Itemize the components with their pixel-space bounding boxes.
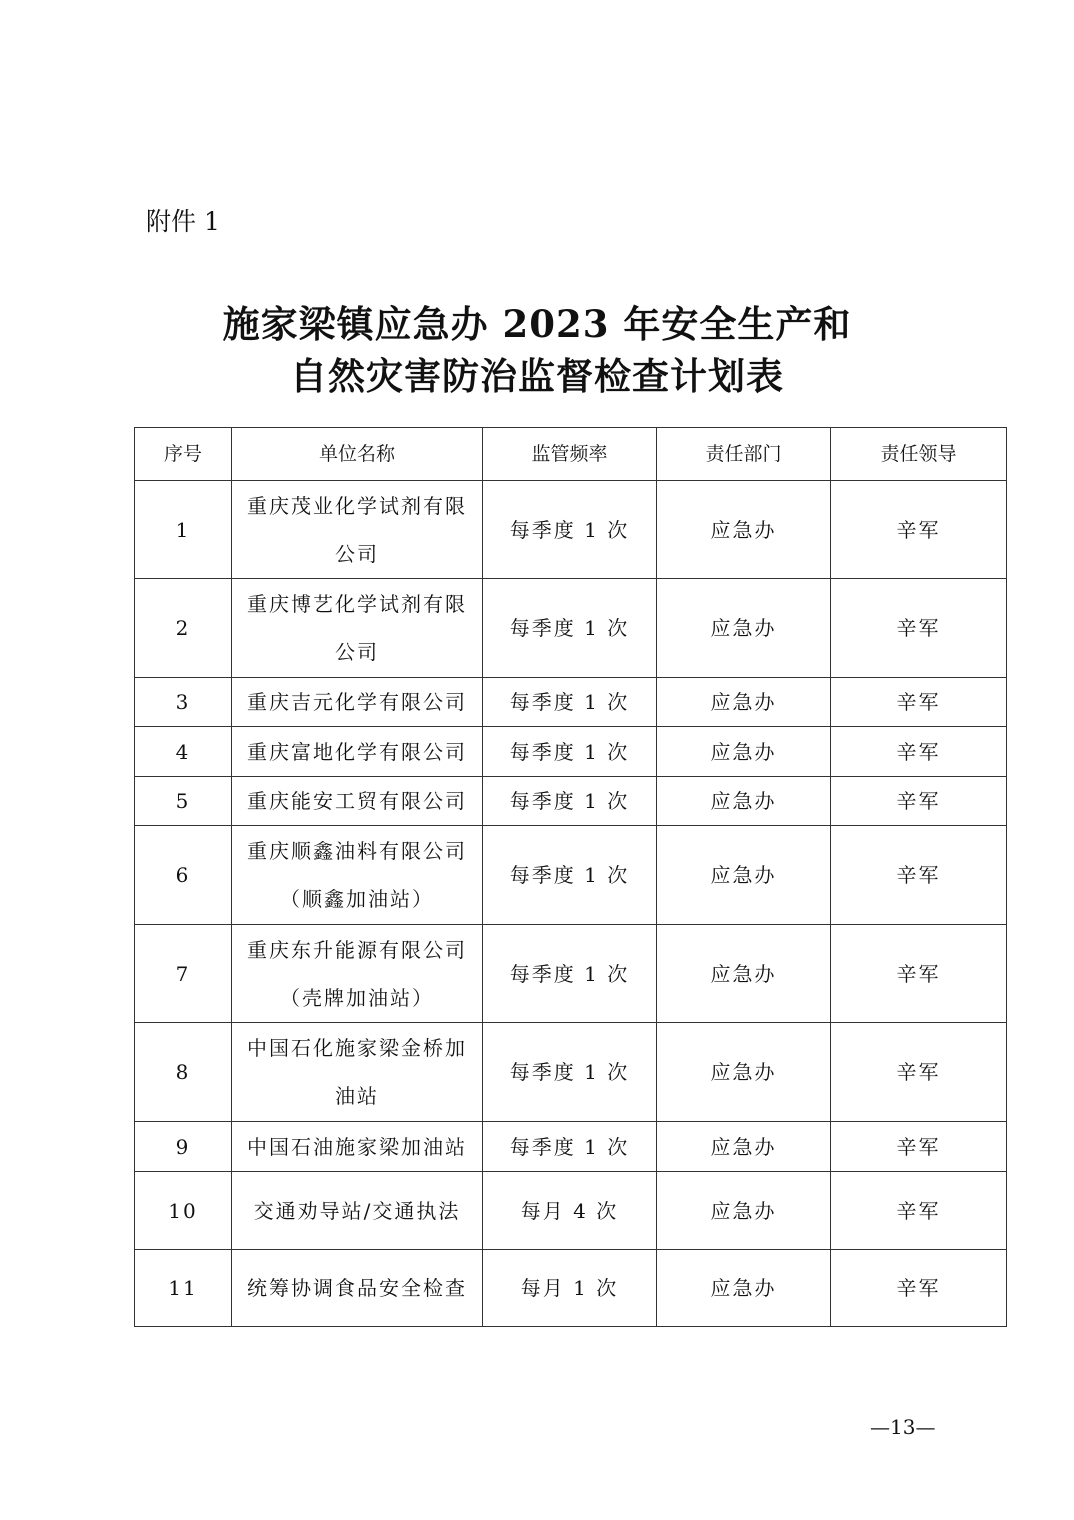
cell-serial-number: 6 bbox=[135, 826, 232, 925]
cell-serial-number: 9 bbox=[135, 1122, 232, 1172]
cell-serial-number: 4 bbox=[135, 727, 232, 777]
cell-unit-name: 重庆富地化学有限公司 bbox=[232, 727, 483, 777]
cell-unit-name: 中国石化施家梁金桥加油站 bbox=[232, 1023, 483, 1122]
cell-frequency: 每季度 1 次 bbox=[483, 579, 657, 678]
inspection-plan-table bbox=[134, 427, 1007, 1327]
cell-department: 应急办 bbox=[657, 481, 831, 579]
cell-leader: 辛军 bbox=[831, 925, 1007, 1023]
cell-frequency: 每季度 1 次 bbox=[483, 727, 657, 777]
table-row bbox=[135, 1172, 1007, 1250]
cell-unit-name: 中国石油施家梁加油站 bbox=[232, 1122, 483, 1172]
cell-leader: 辛军 bbox=[831, 1172, 1007, 1250]
cell-serial-number: 7 bbox=[135, 925, 232, 1023]
cell-serial-number: 5 bbox=[135, 777, 232, 826]
cell-department: 应急办 bbox=[657, 925, 831, 1023]
cell-unit-name: 重庆东升能源有限公司（壳牌加油站） bbox=[232, 925, 483, 1023]
title-line-2: 自然灾害防治监督检查计划表 bbox=[290, 354, 784, 398]
cell-unit-name: 重庆吉元化学有限公司 bbox=[232, 678, 483, 727]
cell-frequency: 每季度 1 次 bbox=[483, 777, 657, 826]
cell-department: 应急办 bbox=[657, 727, 831, 777]
title-line-1: 施家梁镇应急办 2023 年安全生产和 bbox=[222, 302, 852, 346]
cell-serial-number: 8 bbox=[135, 1023, 232, 1122]
cell-department: 应急办 bbox=[657, 678, 831, 727]
cell-serial-number: 1 bbox=[135, 481, 232, 579]
cell-department: 应急办 bbox=[657, 777, 831, 826]
table-header-row bbox=[135, 428, 1007, 481]
cell-leader: 辛军 bbox=[831, 1250, 1007, 1327]
cell-department: 应急办 bbox=[657, 1172, 831, 1250]
table-row bbox=[135, 826, 1007, 925]
document-title bbox=[0, 298, 1074, 402]
table-row bbox=[135, 579, 1007, 678]
table-row bbox=[135, 1023, 1007, 1122]
table-row bbox=[135, 1250, 1007, 1327]
cell-unit-name: 交通劝导站/交通执法 bbox=[232, 1172, 483, 1250]
cell-frequency: 每季度 1 次 bbox=[483, 481, 657, 579]
cell-frequency: 每季度 1 次 bbox=[483, 826, 657, 925]
table-row bbox=[135, 678, 1007, 727]
table-row bbox=[135, 777, 1007, 826]
cell-leader: 辛军 bbox=[831, 1122, 1007, 1172]
cell-frequency: 每季度 1 次 bbox=[483, 925, 657, 1023]
header-leader: 责任领导 bbox=[831, 428, 1007, 481]
table-row bbox=[135, 727, 1007, 777]
cell-frequency: 每季度 1 次 bbox=[483, 1023, 657, 1122]
attachment-label: 附件 1 bbox=[146, 207, 220, 236]
header-unit-name: 单位名称 bbox=[232, 428, 483, 481]
table-row bbox=[135, 925, 1007, 1023]
header-frequency: 监管频率 bbox=[483, 428, 657, 481]
cell-leader: 辛军 bbox=[831, 727, 1007, 777]
cell-leader: 辛军 bbox=[831, 777, 1007, 826]
cell-leader: 辛军 bbox=[831, 678, 1007, 727]
cell-department: 应急办 bbox=[657, 1023, 831, 1122]
cell-frequency: 每月 1 次 bbox=[483, 1250, 657, 1327]
cell-serial-number: 3 bbox=[135, 678, 232, 727]
cell-leader: 辛军 bbox=[831, 481, 1007, 579]
cell-department: 应急办 bbox=[657, 579, 831, 678]
header-department: 责任部门 bbox=[657, 428, 831, 481]
cell-frequency: 每月 4 次 bbox=[483, 1172, 657, 1250]
header-serial-number: 序号 bbox=[135, 428, 232, 481]
cell-serial-number: 10 bbox=[135, 1172, 232, 1250]
cell-unit-name: 统筹协调食品安全检查 bbox=[232, 1250, 483, 1327]
cell-leader: 辛军 bbox=[831, 826, 1007, 925]
cell-frequency: 每季度 1 次 bbox=[483, 1122, 657, 1172]
cell-frequency: 每季度 1 次 bbox=[483, 678, 657, 727]
cell-department: 应急办 bbox=[657, 1122, 831, 1172]
cell-leader: 辛军 bbox=[831, 1023, 1007, 1122]
cell-department: 应急办 bbox=[657, 1250, 831, 1327]
table-row bbox=[135, 1122, 1007, 1172]
cell-unit-name: 重庆博艺化学试剂有限公司 bbox=[232, 579, 483, 678]
cell-unit-name: 重庆茂业化学试剂有限公司 bbox=[232, 481, 483, 579]
cell-serial-number: 11 bbox=[135, 1250, 232, 1327]
cell-unit-name: 重庆能安工贸有限公司 bbox=[232, 777, 483, 826]
cell-leader: 辛军 bbox=[831, 579, 1007, 678]
cell-unit-name: 重庆顺鑫油料有限公司（顺鑫加油站） bbox=[232, 826, 483, 925]
page-number: —13— bbox=[870, 1415, 936, 1439]
table-row bbox=[135, 481, 1007, 579]
cell-department: 应急办 bbox=[657, 826, 831, 925]
cell-serial-number: 2 bbox=[135, 579, 232, 678]
